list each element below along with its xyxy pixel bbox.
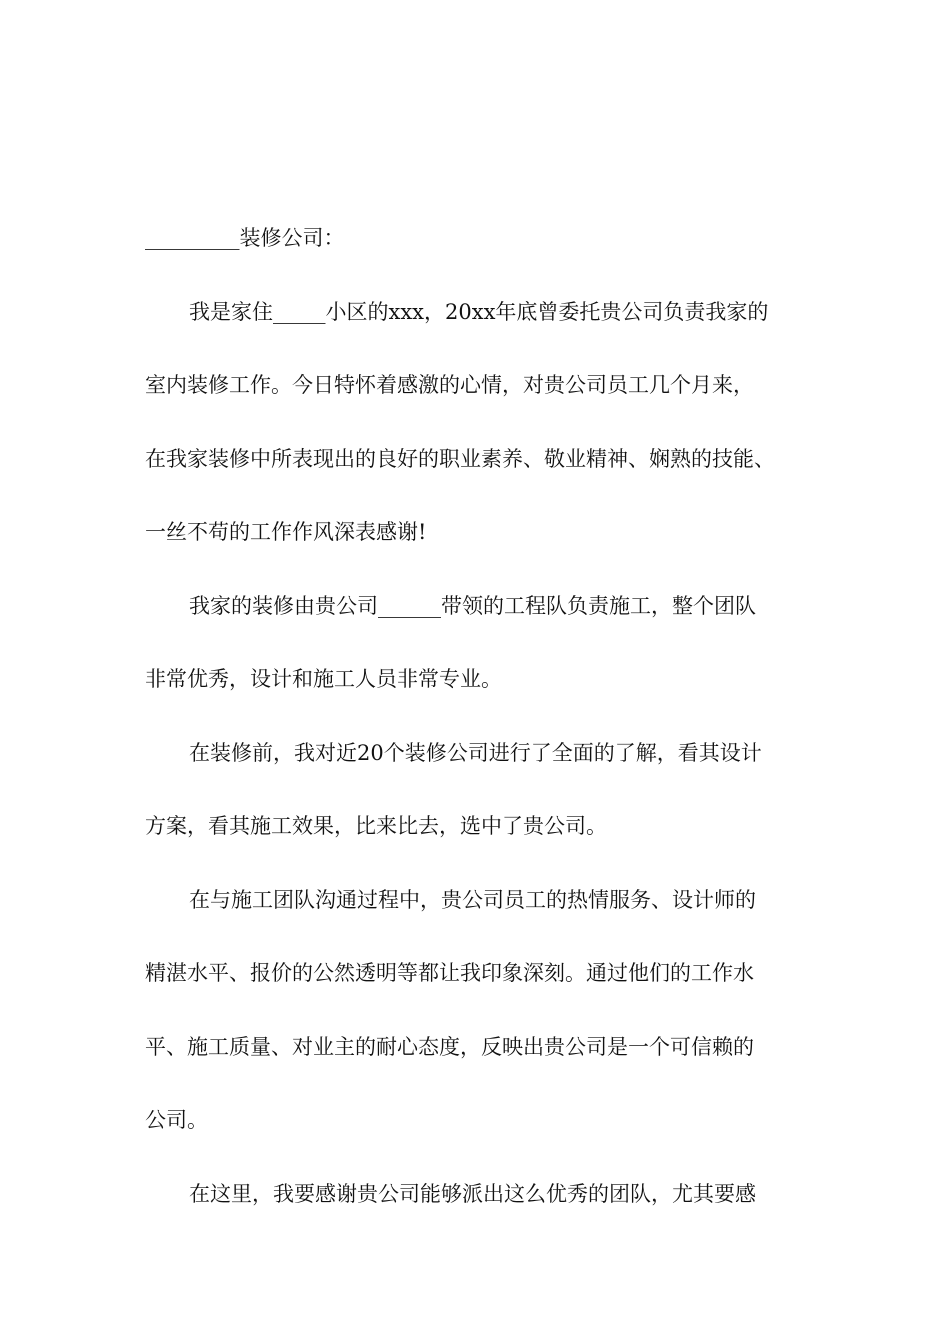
paragraph-4-line-1: 在与施工团队沟通过程中，贵公司员工的热情服务、设计师的 <box>189 887 756 912</box>
letter-body <box>145 202 825 1231</box>
paragraph-4-line-4: 公司。 <box>145 1108 208 1132</box>
paragraph-4-line-2: 精湛水平、报价的公然透明等都让我印象深刻。通过他们的工作水 <box>145 961 754 985</box>
paragraph-5-line-1: 在这里，我要感谢贵公司能够派出这么优秀的团队，尤其要感 <box>189 1181 756 1206</box>
paragraph-2-line-1: 我家的装修由贵公司______带领的工程队负责施工，整个团队 <box>189 593 756 618</box>
paragraph-4-line-3: 平、施工质量、对业主的耐心态度，反映出贵公司是一个可信赖的 <box>145 1034 754 1059</box>
paragraph-1-line-4: 一丝不苟的工作作风深表感谢! <box>145 520 427 544</box>
salutation-line: _________装修公司： <box>145 226 345 250</box>
paragraph-2-line-2: 非常优秀，设计和施工人员非常专业。 <box>145 667 502 691</box>
paragraph-3-line-1: 在装修前，我对近20个装修公司进行了全面的了解，看其设计 <box>189 740 762 765</box>
paragraph-1-line-3: 在我家装修中所表现出的良好的职业素养、敬业精神、娴熟的技能、 <box>145 446 775 471</box>
paragraph-3-line-2: 方案，看其施工效果，比来比去，选中了贵公司。 <box>145 814 607 838</box>
paragraph-1-line-1: 我是家住_____小区的xxx，20xx年底曾委托贵公司负责我家的 <box>189 299 769 324</box>
paragraph-1-line-2: 室内装修工作。今日特怀着感激的心情，对贵公司员工几个月来， <box>145 373 754 397</box>
